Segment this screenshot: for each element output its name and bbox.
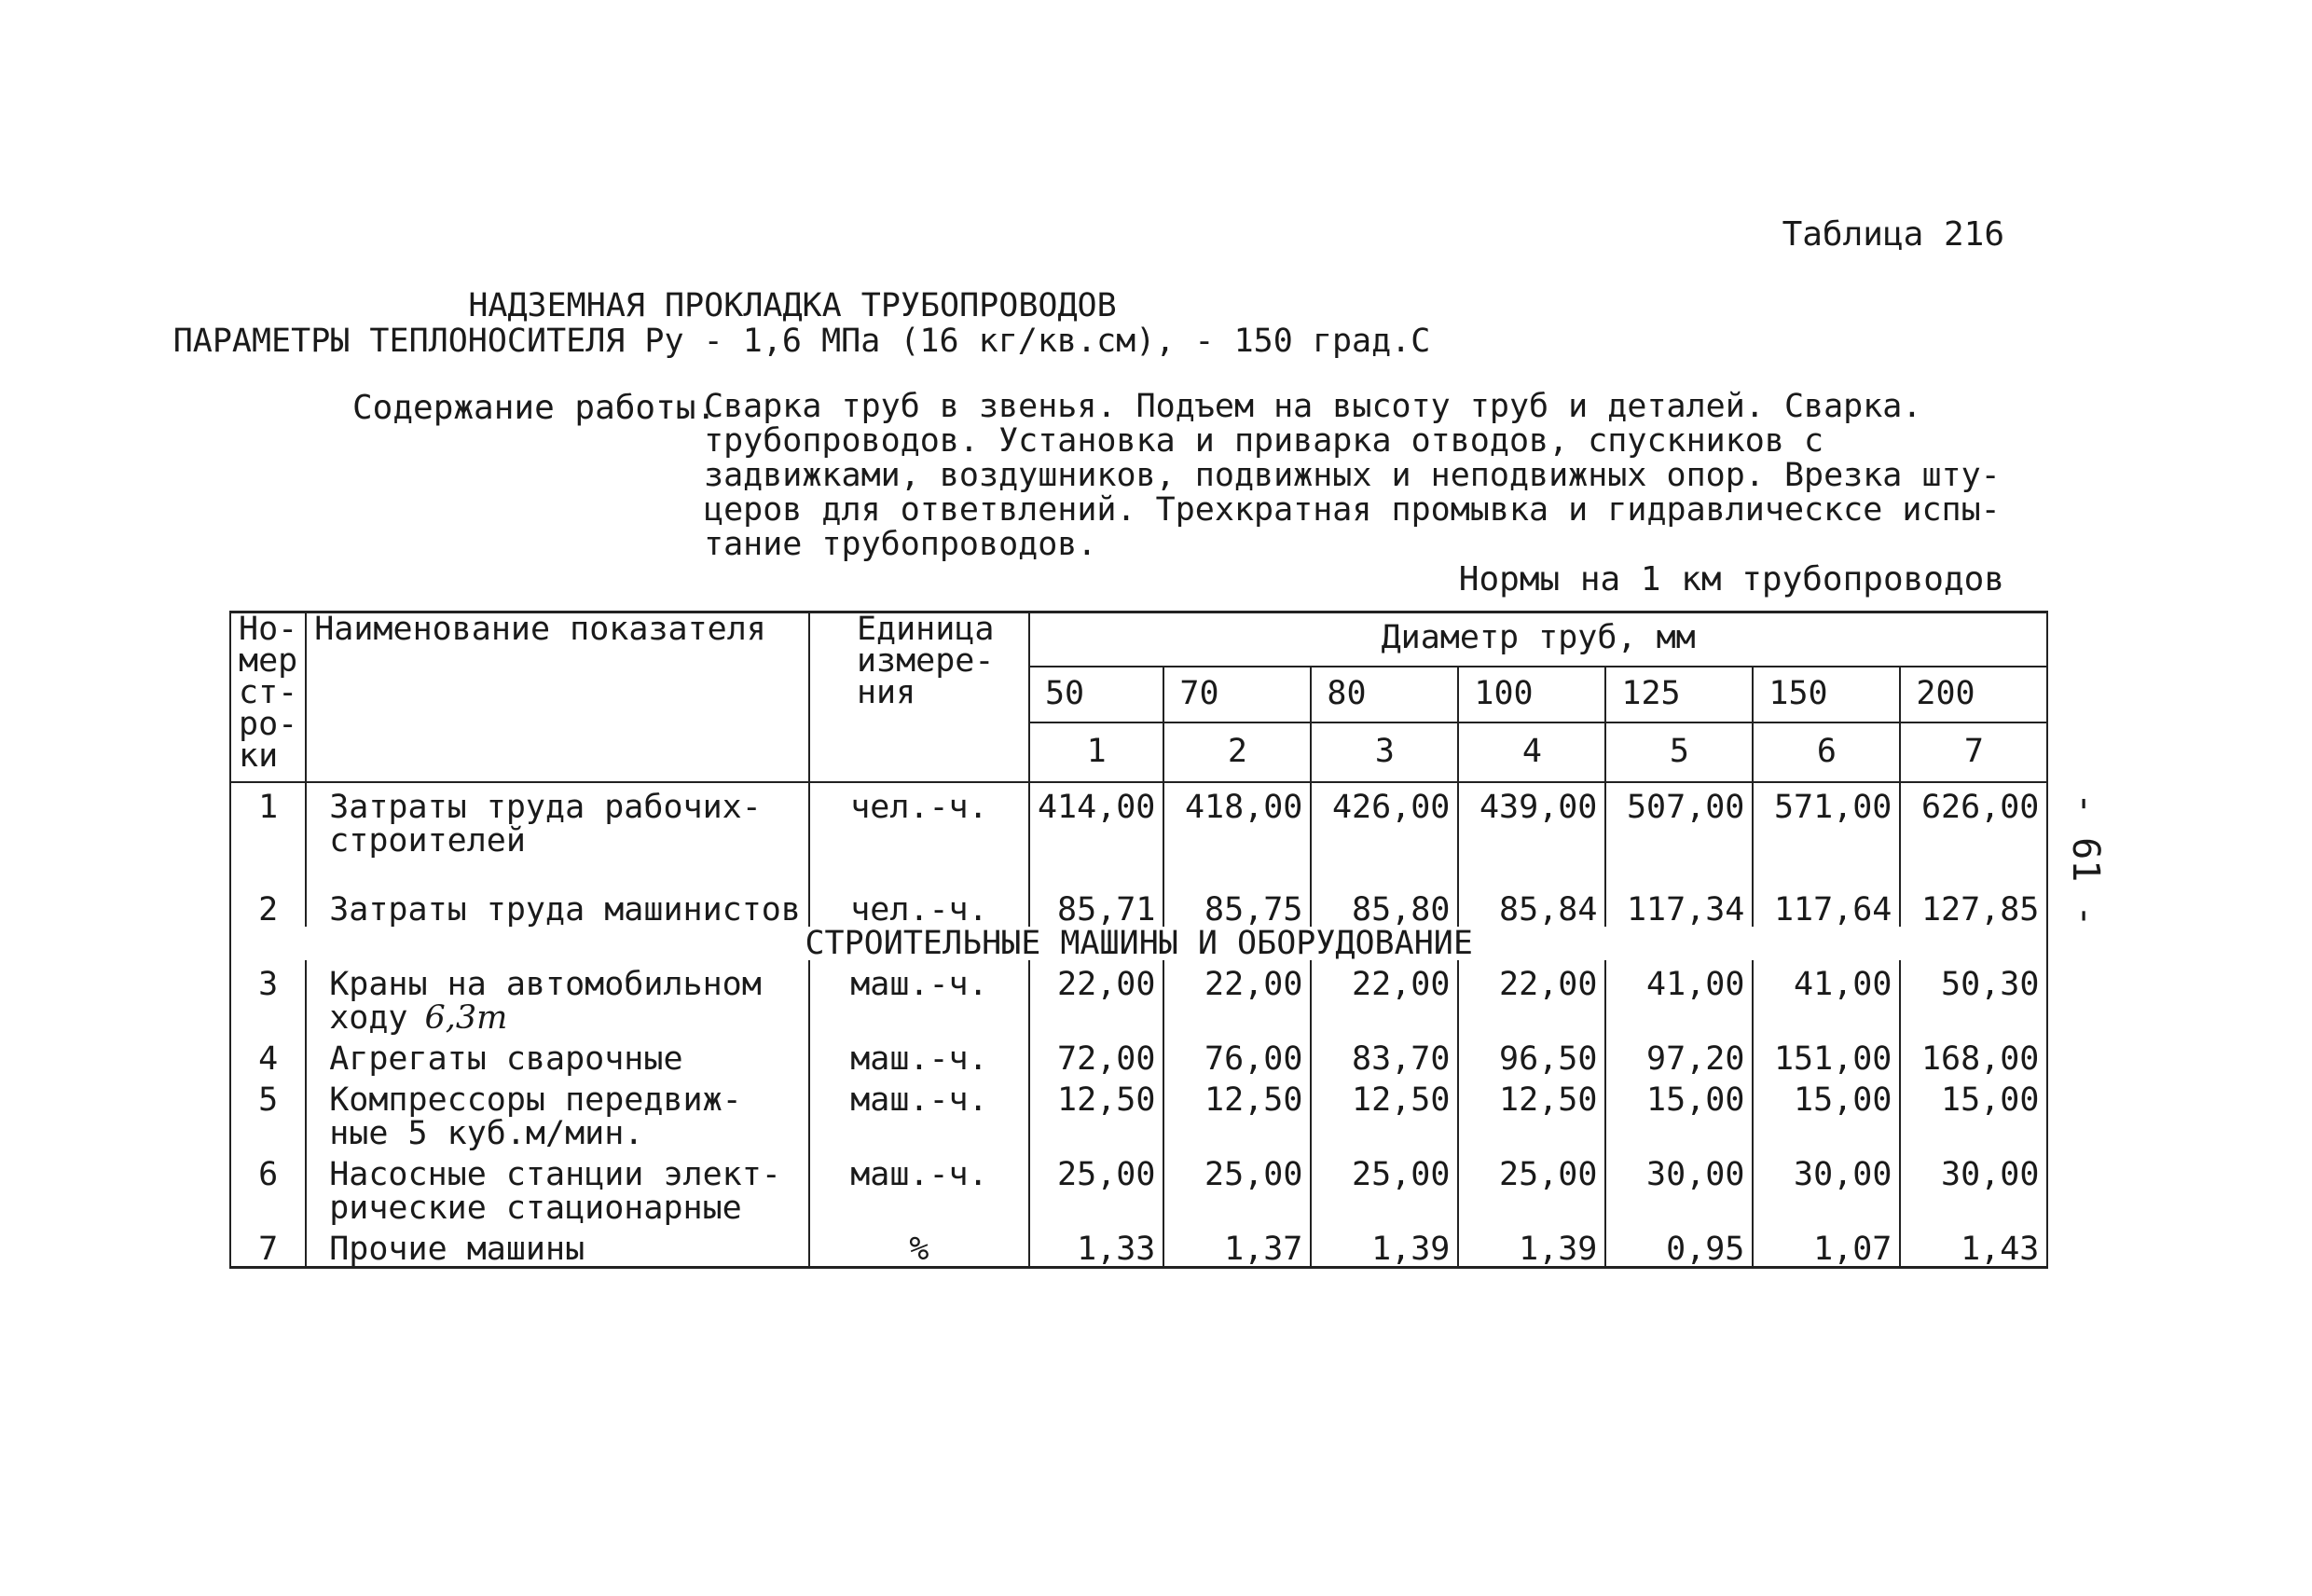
value-cell: 12,50 xyxy=(1163,1076,1311,1150)
value-cell: 85,80 xyxy=(1311,886,1458,927)
header-column-number: 2 xyxy=(1163,722,1311,782)
value-cell: 72,00 xyxy=(1029,1035,1163,1076)
indicator-name xyxy=(306,1225,809,1268)
value-cell: 50,30 xyxy=(1900,960,2047,1035)
table-row xyxy=(230,1035,2047,1076)
value-cell: 12,50 xyxy=(1311,1076,1458,1150)
value-cell: 571,00 xyxy=(1753,782,1900,886)
value-cell: 1,39 xyxy=(1458,1225,1605,1268)
indicator-name-text: Насосные станции элект- рические стационарные xyxy=(329,1156,781,1227)
title-line-2: ПАРАМЕТРЫ ТЕПЛОНОСИТЕЛЯ Ру - 1,6 МПа (16 кг/кв.см), - 150 град.С xyxy=(172,323,1431,360)
value-cell: 426,00 xyxy=(1311,782,1458,886)
value-cell: 22,00 xyxy=(1029,960,1163,1035)
value-cell: 507,00 xyxy=(1605,782,1753,886)
content-line: трубопроводов. Установка и приварка отводов, спускников с xyxy=(704,422,1824,460)
content-line: тание трубопроводов. xyxy=(704,526,1097,563)
norms-table xyxy=(229,611,2048,1269)
value-cell: 96,50 xyxy=(1458,1035,1605,1076)
table-row xyxy=(230,960,2047,1035)
indicator-name-text: Прочие машины xyxy=(329,1231,585,1268)
value-cell: 1,37 xyxy=(1163,1225,1311,1268)
content-line: церов для ответвлений. Трехкратная промывка и гидравлическсе испы- xyxy=(704,491,2001,529)
section-row xyxy=(230,927,2047,960)
section-title: СТРОИТЕЛЬНЫЕ МАШИНЫ И ОБОРУДОВАНИЕ xyxy=(230,927,2047,960)
indicator-name-text: Затраты труда рабочих- строителей xyxy=(329,789,762,860)
row-number: 4 xyxy=(230,1035,306,1076)
title-line-1: НАДЗЕМНАЯ ПРОКЛАДКА ТРУБОПРОВОДОВ xyxy=(468,287,1117,324)
header-diameter-50: 50 xyxy=(1029,667,1163,722)
value-cell: 22,00 xyxy=(1163,960,1311,1035)
value-cell: 12,50 xyxy=(1029,1076,1163,1150)
value-cell: 626,00 xyxy=(1900,782,2047,886)
value-cell: 22,00 xyxy=(1458,960,1605,1035)
value-cell: 414,00 xyxy=(1029,782,1163,886)
value-cell: 97,20 xyxy=(1605,1035,1753,1076)
unit-cell: маш.-ч. xyxy=(809,1076,1029,1150)
indicator-name xyxy=(306,1150,809,1225)
header-indicator-name: Наименование показателя xyxy=(306,612,809,783)
value-cell: 85,84 xyxy=(1458,886,1605,927)
row-number: 2 xyxy=(230,886,306,927)
value-cell: 22,00 xyxy=(1311,960,1458,1035)
value-cell: 1,39 xyxy=(1311,1225,1458,1268)
indicator-name-text: Краны на автомобильном ходу xyxy=(329,966,762,1037)
header-diameter-125: 125 xyxy=(1605,667,1753,722)
value-cell: 1,33 xyxy=(1029,1225,1163,1268)
value-cell: 418,00 xyxy=(1163,782,1311,886)
value-cell: 25,00 xyxy=(1311,1150,1458,1225)
header-diameter-group: Диаметр труб, мм xyxy=(1029,612,2047,667)
unit-cell: % xyxy=(809,1225,1029,1268)
page-number: - 61 - xyxy=(2064,792,2107,928)
value-cell: 151,00 xyxy=(1753,1035,1900,1076)
value-cell: 30,00 xyxy=(1900,1150,2047,1225)
header-column-number: 5 xyxy=(1605,722,1753,782)
unit-cell: чел.-ч. xyxy=(809,886,1029,927)
indicator-name xyxy=(306,1076,809,1150)
unit-cell: чел.-ч. xyxy=(809,782,1029,886)
value-cell: 25,00 xyxy=(1163,1150,1311,1225)
value-cell: 83,70 xyxy=(1311,1035,1458,1076)
value-cell: 439,00 xyxy=(1458,782,1605,886)
value-cell: 25,00 xyxy=(1029,1150,1163,1225)
unit-cell: маш.-ч. xyxy=(809,1035,1029,1076)
value-cell: 41,00 xyxy=(1753,960,1900,1035)
header-row-1 xyxy=(230,612,2047,667)
header-column-number: 4 xyxy=(1458,722,1605,782)
table-row xyxy=(230,1076,2047,1150)
value-cell: 15,00 xyxy=(1753,1076,1900,1150)
value-cell: 30,00 xyxy=(1753,1150,1900,1225)
indicator-name xyxy=(306,1035,809,1076)
value-cell: 25,00 xyxy=(1458,1150,1605,1225)
handwritten-note: 6,3т xyxy=(424,999,508,1037)
value-cell: 168,00 xyxy=(1900,1035,2047,1076)
header-diameter-70: 70 xyxy=(1163,667,1311,722)
norms-note: Нормы на 1 км трубопроводов xyxy=(1458,560,2004,598)
header-column-number: 3 xyxy=(1311,722,1458,782)
value-cell: 85,71 xyxy=(1029,886,1163,927)
indicator-name-text: Агрегаты сварочные xyxy=(329,1040,683,1078)
header-diameter-80: 80 xyxy=(1311,667,1458,722)
table-body xyxy=(230,782,2047,1268)
table-row xyxy=(230,886,2047,927)
unit-cell: маш.-ч. xyxy=(809,1150,1029,1225)
header-column-number: 7 xyxy=(1900,722,2047,782)
table-row xyxy=(230,1150,2047,1225)
value-cell: 76,00 xyxy=(1163,1035,1311,1076)
row-number: 7 xyxy=(230,1225,306,1268)
content-line: задвижками, воздушников, подвижных и неподвижных опор. Врезка шту- xyxy=(704,457,2001,494)
value-cell: 85,75 xyxy=(1163,886,1311,927)
header-row-number: Но- мер ст- ро- ки xyxy=(230,612,306,783)
indicator-name xyxy=(306,782,809,886)
indicator-name xyxy=(306,886,809,927)
row-number: 5 xyxy=(230,1076,306,1150)
header-unit: Единица измере- ния xyxy=(809,612,1029,783)
content-line: Сварка труб в звенья. Подъем на высоту труб и деталей. Сварка. xyxy=(704,388,1922,425)
row-number: 1 xyxy=(230,782,306,886)
indicator-name-text: Компрессоры передвиж- ные 5 куб.м/мин. xyxy=(329,1081,742,1152)
table-label: Таблица 216 xyxy=(1782,215,2004,254)
value-cell: 117,34 xyxy=(1605,886,1753,927)
header-diameter-100: 100 xyxy=(1458,667,1605,722)
row-number: 6 xyxy=(230,1150,306,1225)
header-diameter-200: 200 xyxy=(1900,667,2047,722)
row-number: 3 xyxy=(230,960,306,1035)
value-cell: 12,50 xyxy=(1458,1076,1605,1150)
indicator-name-text: Затраты труда машинистов xyxy=(329,891,801,929)
value-cell: 15,00 xyxy=(1900,1076,2047,1150)
value-cell: 1,07 xyxy=(1753,1225,1900,1268)
value-cell: 117,64 xyxy=(1753,886,1900,927)
value-cell: 30,00 xyxy=(1605,1150,1753,1225)
indicator-name xyxy=(306,960,809,1035)
unit-cell: маш.-ч. xyxy=(809,960,1029,1035)
value-cell: 127,85 xyxy=(1900,886,2047,927)
content-label: Содержание работы. xyxy=(352,389,717,427)
table-row xyxy=(230,1225,2047,1268)
header-diameter-150: 150 xyxy=(1753,667,1900,722)
header-column-number: 1 xyxy=(1029,722,1163,782)
table-row xyxy=(230,782,2047,886)
value-cell: 0,95 xyxy=(1605,1225,1753,1268)
value-cell: 1,43 xyxy=(1900,1225,2047,1268)
value-cell: 15,00 xyxy=(1605,1076,1753,1150)
content-description xyxy=(704,388,2001,563)
header-column-number: 6 xyxy=(1753,722,1900,782)
value-cell: 41,00 xyxy=(1605,960,1753,1035)
